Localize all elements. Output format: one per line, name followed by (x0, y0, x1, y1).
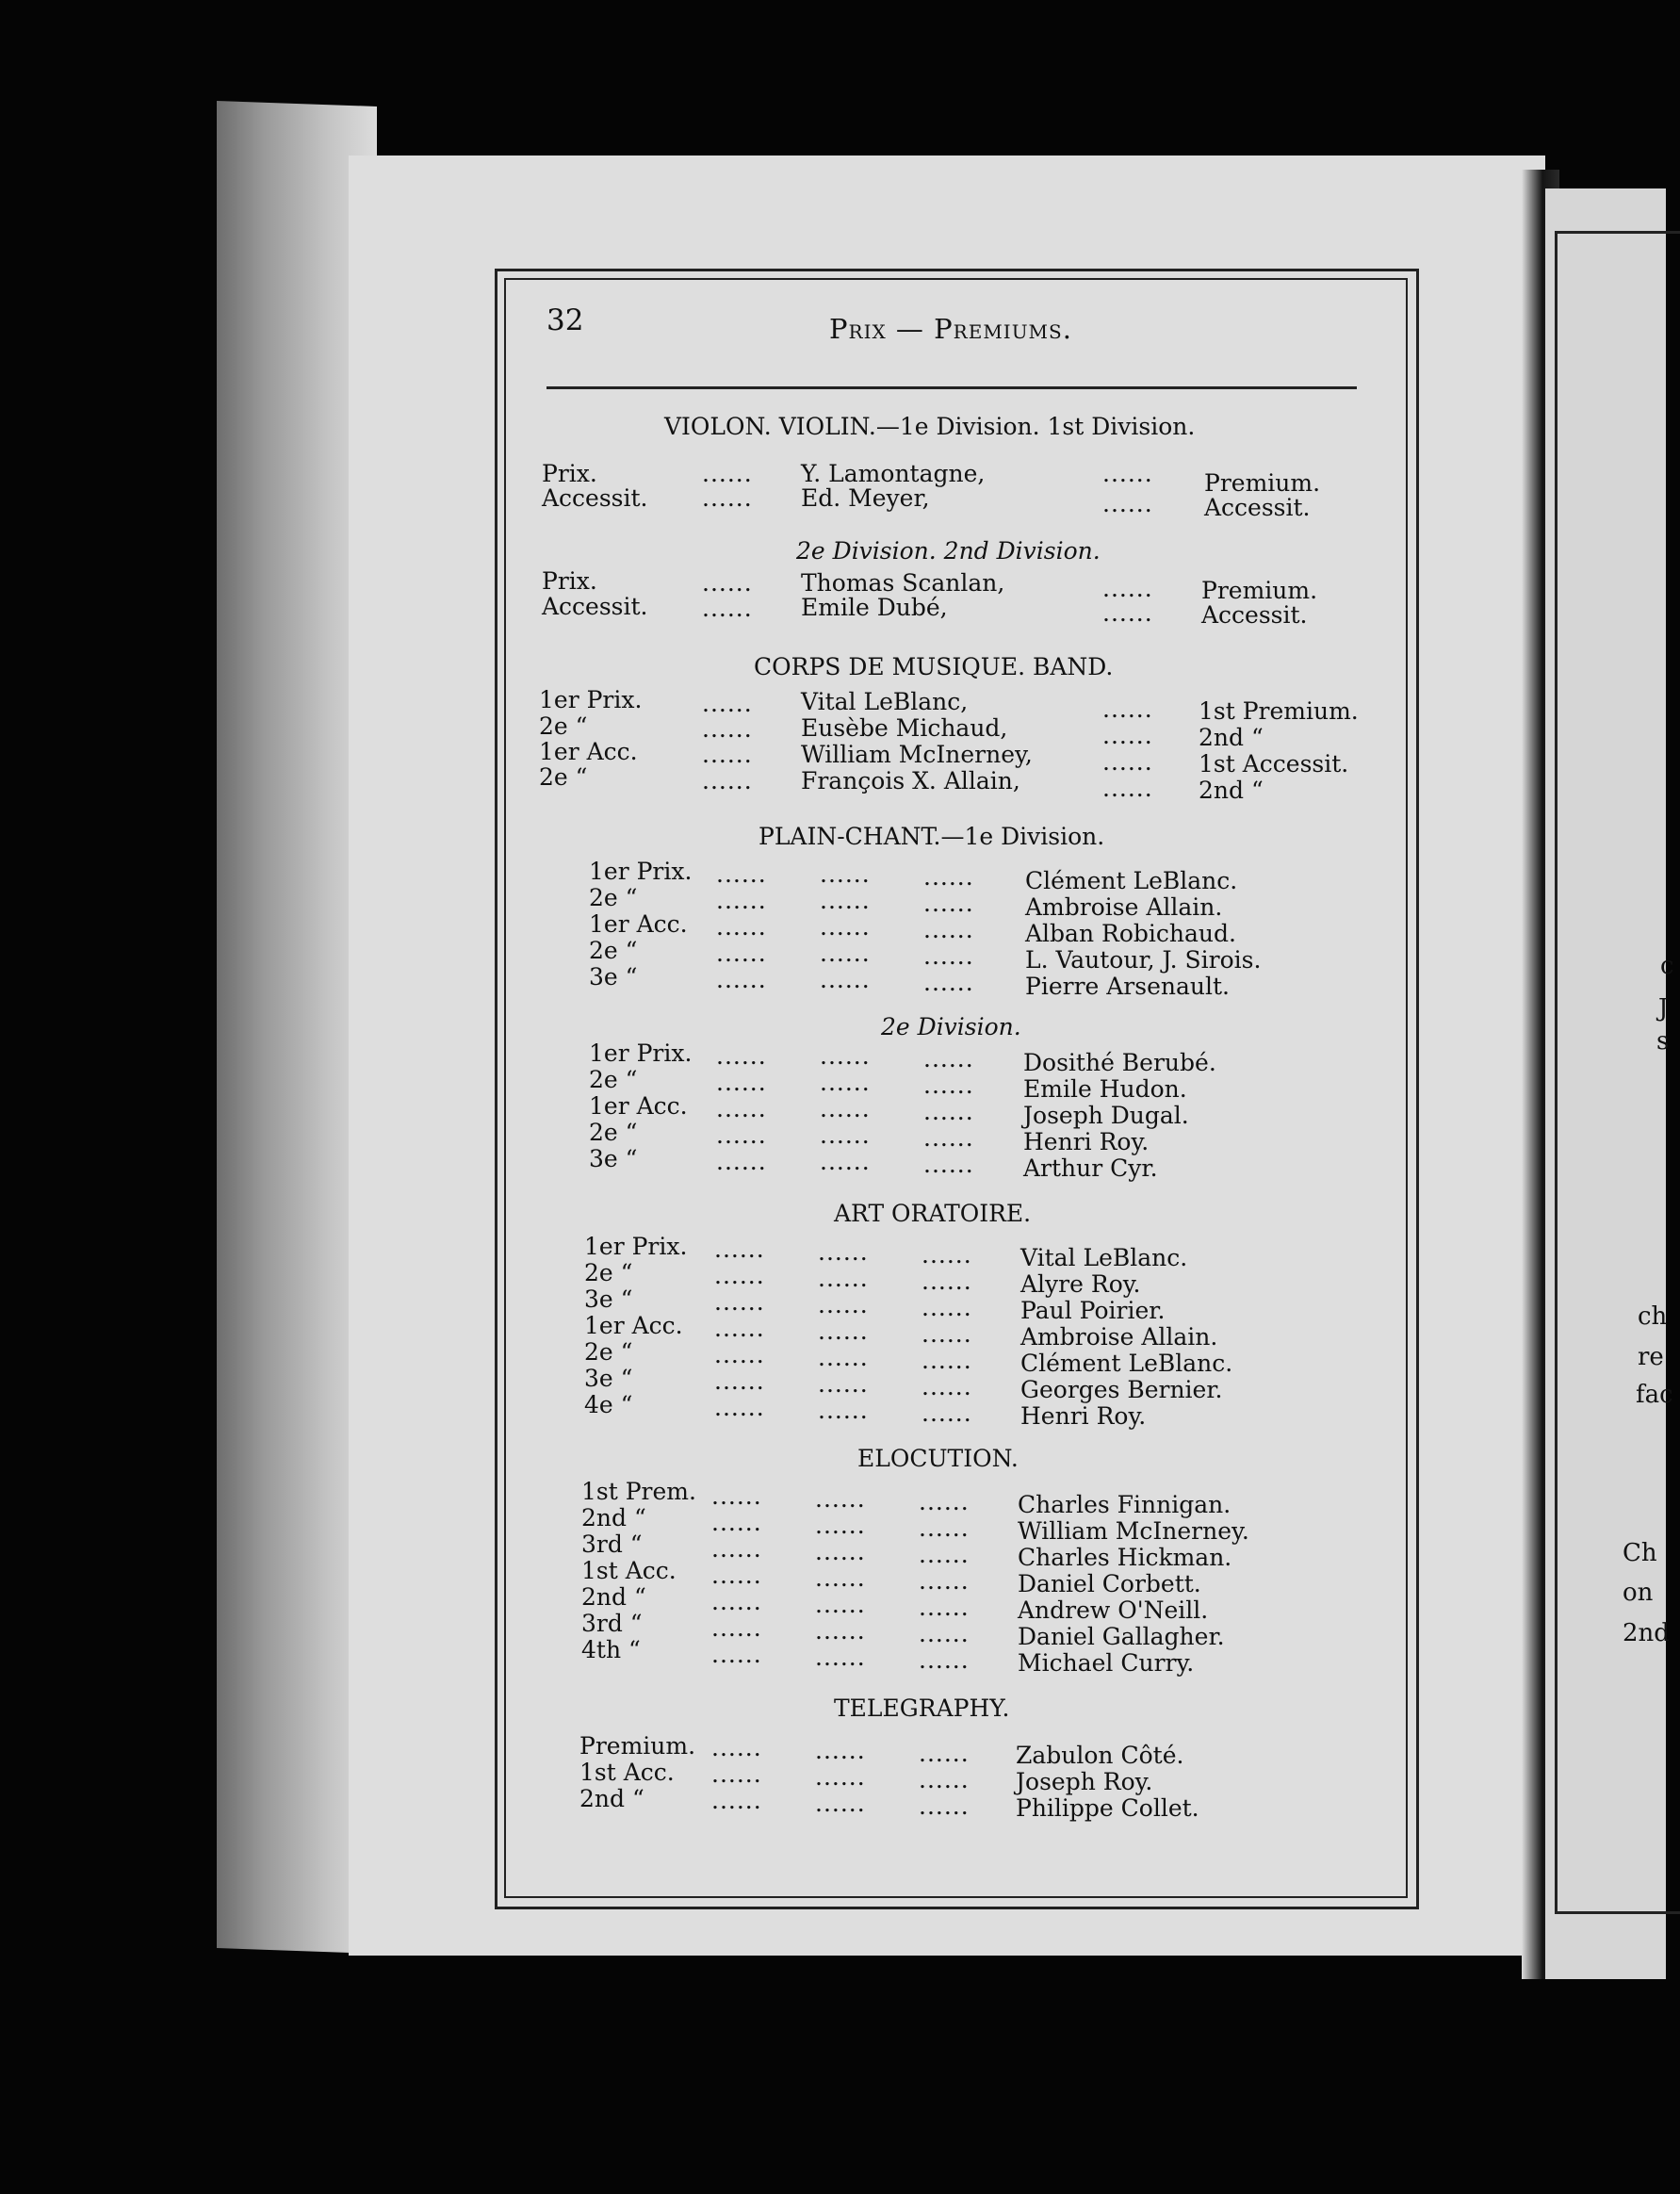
elocution-name: Charles Finnigan. (1018, 1491, 1231, 1518)
band-row-en: 2nd “ (1199, 724, 1264, 751)
leader-dots: ...... (922, 1294, 972, 1321)
elocution-rank: 3rd “ (581, 1610, 643, 1637)
band-row-en: 1st Accessit. (1199, 750, 1349, 778)
leader-dots: ...... (716, 1122, 767, 1149)
telegraphy-heading: TELEGRAPHY. (834, 1695, 1010, 1722)
leader-dots: ...... (820, 887, 871, 914)
leader-dots: ...... (714, 1367, 765, 1395)
violin-div2-row-fr: Prix. (542, 567, 597, 595)
band-row-fr: 1er Prix. (539, 686, 643, 713)
violin-div2-row-fr: Accessit. (542, 593, 648, 620)
leader-dots: ...... (922, 1347, 972, 1374)
band-row-fr: 1er Acc. (539, 738, 638, 765)
violin-row-en: Premium. (1204, 469, 1321, 497)
band-row-fr: 2e “ (539, 712, 588, 740)
leader-dots: ...... (815, 1763, 866, 1791)
leader-dots: ...... (923, 890, 974, 917)
leader-dots: ...... (815, 1644, 866, 1671)
leader-dots: ...... (820, 1122, 871, 1149)
violin-div2-row-en: Premium. (1201, 577, 1318, 604)
leader-dots: ...... (923, 916, 974, 943)
plain-chant-name: Alban Robichaud. (1025, 920, 1236, 947)
leader-dots: ...... (922, 1268, 972, 1295)
leader-dots: ...... (702, 460, 753, 487)
plain-chant-name: L. Vautour, J. Sirois. (1025, 946, 1262, 974)
leader-dots: ...... (815, 1617, 866, 1645)
art-oratoire-rank: 3e “ (584, 1365, 633, 1392)
elocution-rank: 1st Acc. (581, 1557, 677, 1584)
leader-dots: ...... (716, 1148, 767, 1175)
art-oratoire-name: Henri Roy. (1020, 1402, 1147, 1430)
leader-dots: ...... (919, 1766, 970, 1793)
violin-div2-row-name: Emile Dubé, (801, 594, 948, 621)
page-content (528, 292, 1385, 1885)
leader-dots: ...... (919, 1646, 970, 1674)
art-oratoire-rank: 4e “ (584, 1391, 633, 1418)
art-oratoire-rank: 2e “ (584, 1338, 633, 1366)
leader-dots: ...... (815, 1485, 866, 1513)
leader-dots: ...... (1102, 490, 1153, 517)
art-oratoire-heading: ART ORATOIRE. (834, 1200, 1032, 1227)
leader-dots: ...... (923, 1045, 974, 1072)
leader-dots: ...... (716, 1069, 767, 1096)
band-row-name: William McInerney, (801, 741, 1033, 768)
plain-chant-heading: PLAIN-CHANT.—1e Division. (758, 823, 1105, 850)
page-number: 32 (546, 303, 584, 337)
art-oratoire-rank: 2e “ (584, 1259, 633, 1286)
band-row-en: 1st Premium. (1199, 697, 1359, 725)
leader-dots: ...... (923, 1124, 974, 1152)
art-oratoire-rank: 3e “ (584, 1285, 633, 1313)
telegraphy-name: Joseph Roy. (1016, 1768, 1153, 1795)
band-row-en: 2nd “ (1199, 777, 1264, 804)
leader-dots: ...... (820, 1148, 871, 1175)
plain-chant-rank: 1er Prix. (589, 858, 693, 885)
leader-dots: ...... (922, 1373, 972, 1400)
leader-dots: ...... (711, 1588, 762, 1615)
elocution-name: William McInerney. (1018, 1517, 1249, 1545)
header-rule (546, 386, 1357, 389)
plain-chant-div2-heading: 2e Division. (881, 1013, 1021, 1040)
violin-div2-row-en: Accessit. (1201, 601, 1308, 629)
telegraphy-rank: 1st Acc. (579, 1759, 675, 1786)
leader-dots: ...... (716, 966, 767, 993)
telegraphy-rank: Premium. (579, 1732, 696, 1760)
elocution-rank: 3rd “ (581, 1531, 643, 1558)
elocution-name: Daniel Gallagher. (1018, 1623, 1225, 1650)
elocution-rank: 4th “ (581, 1636, 641, 1663)
elocution-name: Daniel Corbett. (1018, 1570, 1201, 1597)
leader-dots: ...... (919, 1541, 970, 1568)
right-fragment: s (1656, 1027, 1670, 1056)
leader-dots: ...... (702, 715, 753, 743)
leader-dots: ...... (818, 1318, 869, 1345)
leader-dots: ...... (820, 1095, 871, 1122)
plain-chant-name: Ambroise Allain. (1025, 893, 1223, 921)
leader-dots: ...... (714, 1394, 765, 1421)
plain-chant-rank: 2e “ (589, 937, 638, 964)
leader-dots: ...... (919, 1620, 970, 1647)
art-oratoire-rank: 1er Acc. (584, 1312, 683, 1339)
elocution-rank: 2nd “ (581, 1504, 646, 1531)
art-oratoire-name: Ambroise Allain. (1020, 1323, 1218, 1351)
leader-dots: ...... (1102, 575, 1153, 602)
leader-dots: ...... (815, 1790, 866, 1817)
telegraphy-rank: 2nd “ (579, 1785, 644, 1812)
leader-dots: ...... (702, 741, 753, 768)
plain-chant-div2-rank: 1er Acc. (589, 1092, 688, 1120)
plain-chant-div2-rank: 1er Prix. (589, 1040, 693, 1067)
plain-chant-div2-rank: 2e “ (589, 1066, 638, 1093)
running-head: Prix — Premiums. (829, 313, 1072, 345)
leader-dots: ...... (923, 1098, 974, 1125)
right-fragment: c (1660, 952, 1674, 980)
plain-chant-rank: 1er Acc. (589, 910, 688, 938)
leader-dots: ...... (820, 860, 871, 888)
violin-row-name: Ed. Meyer, (801, 484, 930, 512)
plain-chant-div2-name: Emile Hudon. (1023, 1075, 1187, 1103)
plain-chant-div2-rank: 2e “ (589, 1119, 638, 1146)
leader-dots: ...... (711, 1734, 762, 1761)
leader-dots: ...... (919, 1515, 970, 1542)
elocution-heading: ELOCUTION. (857, 1445, 1019, 1472)
leader-dots: ...... (923, 942, 974, 970)
elocution-name: Andrew O'Neill. (1018, 1596, 1209, 1624)
leader-dots: ...... (711, 1535, 762, 1563)
leader-dots: ...... (919, 1793, 970, 1820)
leader-dots: ...... (716, 940, 767, 967)
leader-dots: ...... (1102, 696, 1153, 723)
plain-chant-name: Pierre Arsenault. (1025, 973, 1230, 1000)
leader-dots: ...... (818, 1397, 869, 1424)
leader-dots: ...... (711, 1787, 762, 1814)
leader-dots: ...... (714, 1315, 765, 1342)
band-row-name: François X. Allain, (801, 767, 1020, 794)
leader-dots: ...... (818, 1344, 869, 1371)
leader-dots: ...... (716, 1042, 767, 1070)
plain-chant-div2-name: Henri Roy. (1023, 1128, 1150, 1155)
leader-dots: ...... (919, 1488, 970, 1515)
leader-dots: ...... (1102, 722, 1153, 749)
plain-chant-div2-name: Dosithé Berubé. (1023, 1049, 1216, 1076)
leader-dots: ...... (815, 1538, 866, 1565)
telegraphy-name: Zabulon Côté. (1016, 1742, 1184, 1769)
art-oratoire-name: Paul Poirier. (1020, 1297, 1166, 1324)
leader-dots: ...... (714, 1341, 765, 1368)
leader-dots: ...... (815, 1564, 866, 1592)
plain-chant-name: Clément LeBlanc. (1025, 867, 1238, 894)
leader-dots: ...... (923, 1072, 974, 1099)
right-page-frame (1555, 231, 1680, 1914)
plain-chant-rank: 3e “ (589, 963, 638, 991)
band-row-fr: 2e “ (539, 763, 588, 791)
leader-dots: ...... (815, 1512, 866, 1539)
leader-dots: ...... (820, 940, 871, 967)
right-fragment: re (1638, 1343, 1664, 1371)
plain-chant-div2-rank: 3e “ (589, 1145, 638, 1172)
leader-dots: ...... (922, 1400, 972, 1427)
leader-dots: ...... (820, 1069, 871, 1096)
leader-dots: ...... (716, 913, 767, 941)
right-fragment: J (1658, 994, 1669, 1023)
leader-dots: ...... (702, 484, 753, 512)
leader-dots: ...... (923, 1151, 974, 1178)
leader-dots: ...... (818, 1238, 869, 1266)
elocution-name: Charles Hickman. (1018, 1544, 1232, 1571)
plain-chant-rank: 2e “ (589, 884, 638, 911)
leader-dots: ...... (923, 969, 974, 996)
leader-dots: ...... (711, 1614, 762, 1642)
leader-dots: ...... (923, 863, 974, 891)
leader-dots: ...... (922, 1320, 972, 1348)
leader-dots: ...... (1102, 460, 1153, 487)
leader-dots: ...... (702, 569, 753, 597)
leader-dots: ...... (922, 1241, 972, 1269)
art-oratoire-rank: 1er Prix. (584, 1233, 688, 1260)
band-row-name: Vital LeBlanc, (801, 688, 969, 715)
leader-dots: ...... (711, 1760, 762, 1788)
violin-div2-row-name: Thomas Scanlan, (801, 569, 1005, 597)
violin-heading: VIOLON. VIOLIN.—1e Division. 1st Division. (664, 413, 1196, 440)
leader-dots: ...... (714, 1288, 765, 1316)
leader-dots: ...... (702, 690, 753, 717)
leader-dots: ...... (919, 1594, 970, 1621)
right-fragment: ch (1638, 1302, 1668, 1331)
leader-dots: ...... (716, 860, 767, 888)
band-heading: CORPS DE MUSIQUE. BAND. (754, 653, 1114, 680)
leader-dots: ...... (702, 595, 753, 622)
violin-div2-heading: 2e Division. 2nd Division. (796, 537, 1101, 565)
violin-row-fr: Accessit. (542, 484, 648, 512)
leader-dots: ...... (714, 1262, 765, 1289)
leader-dots: ...... (818, 1291, 869, 1318)
violin-row-name: Y. Lamontagne, (801, 460, 986, 487)
violin-row-fr: Prix. (542, 460, 597, 487)
elocution-rank: 2nd “ (581, 1583, 646, 1611)
elocution-rank: 1st Prem. (581, 1478, 696, 1505)
art-oratoire-name: Alyre Roy. (1020, 1270, 1141, 1298)
leader-dots: ...... (919, 1567, 970, 1595)
right-fragment: 2nd (1623, 1619, 1670, 1647)
leader-dots: ...... (919, 1740, 970, 1767)
plain-chant-div2-name: Arthur Cyr. (1023, 1154, 1158, 1182)
right-fragment: Ch (1623, 1539, 1657, 1567)
leader-dots: ...... (820, 1042, 871, 1070)
leader-dots: ...... (716, 1095, 767, 1122)
leader-dots: ...... (815, 1591, 866, 1618)
leader-dots: ...... (711, 1482, 762, 1510)
art-oratoire-name: Vital LeBlanc. (1020, 1244, 1188, 1271)
leader-dots: ...... (711, 1509, 762, 1536)
art-oratoire-name: Clément LeBlanc. (1020, 1350, 1233, 1377)
leader-dots: ...... (815, 1737, 866, 1764)
band-row-name: Eusèbe Michaud, (801, 714, 1008, 742)
leader-dots: ...... (714, 1236, 765, 1263)
right-fragment: on (1623, 1579, 1654, 1607)
leader-dots: ...... (702, 767, 753, 794)
leader-dots: ...... (711, 1562, 762, 1589)
leader-dots: ...... (1102, 748, 1153, 776)
leader-dots: ...... (820, 966, 871, 993)
leader-dots: ...... (1102, 775, 1153, 802)
plain-chant-div2-name: Joseph Dugal. (1023, 1102, 1189, 1129)
leader-dots: ...... (818, 1370, 869, 1398)
elocution-name: Michael Curry. (1018, 1649, 1195, 1677)
leader-dots: ...... (716, 887, 767, 914)
leader-dots: ...... (820, 913, 871, 941)
violin-row-en: Accessit. (1204, 494, 1311, 521)
leader-dots: ...... (711, 1641, 762, 1668)
leader-dots: ...... (1102, 599, 1153, 627)
leader-dots: ...... (818, 1265, 869, 1292)
art-oratoire-name: Georges Bernier. (1020, 1376, 1223, 1403)
telegraphy-name: Philippe Collet. (1016, 1794, 1199, 1822)
right-fragment: fac (1636, 1381, 1673, 1409)
